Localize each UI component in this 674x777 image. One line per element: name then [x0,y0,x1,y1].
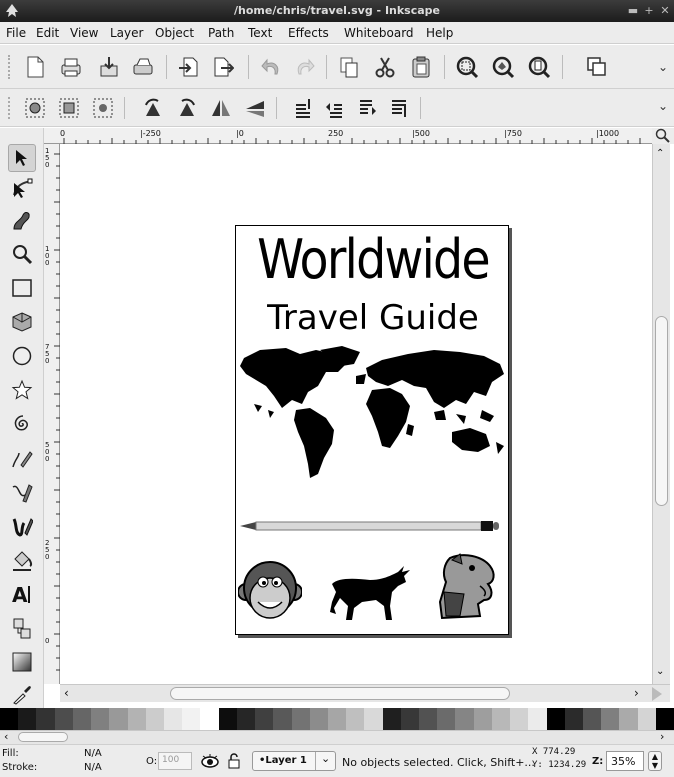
ruler-tick-label: 100 [45,245,50,267]
color-swatch[interactable] [310,708,328,730]
bull-silhouette-graphic[interactable] [328,562,414,622]
color-swatch[interactable] [273,708,291,730]
zoom-value: 35% [611,755,636,768]
clipboard-icon [410,56,432,78]
zoom-selection-icon [455,55,479,79]
pencil-graphic[interactable] [238,518,508,534]
tweak-icon [11,209,33,231]
color-swatch[interactable] [182,708,200,730]
color-swatch[interactable] [638,708,656,730]
import-file-button[interactable] [176,54,202,80]
ruler-tick-label: |500 [412,129,430,138]
menu-text[interactable]: Text [248,26,273,40]
scissors-icon [374,56,396,78]
new-document-icon [25,56,45,78]
eyedropper-icon [11,683,33,705]
invert-selection-icon [92,97,114,119]
color-swatch[interactable] [364,708,382,730]
color-swatch[interactable] [474,708,492,730]
status-bar [0,744,674,777]
toolbar-separator [166,55,167,79]
dropper-tool[interactable] [8,680,36,708]
connector-tool[interactable] [8,614,36,642]
rectangle-tool[interactable] [8,274,36,302]
maximize-button[interactable]: + [644,4,654,17]
flip-vertical-button[interactable] [242,95,268,121]
toolbar-separator [444,55,445,79]
toolbar-separator [326,55,327,79]
scroll-down-chevron-icon[interactable]: ⌄ [656,666,665,677]
lower-to-bottom-button[interactable] [386,95,412,121]
printer-export-icon [132,56,154,78]
import-icon [98,56,120,78]
paste-button[interactable] [408,54,434,80]
toolbar-grip[interactable] [8,97,12,119]
import-button[interactable] [96,54,122,80]
color-swatch[interactable] [346,708,364,730]
ellipse-tool[interactable] [8,342,36,370]
flip-vertical-icon [244,97,266,119]
undo-icon [260,56,282,78]
layer-dropdown[interactable] [252,751,336,771]
lower-button[interactable] [354,95,380,121]
close-button[interactable]: ✕ [660,4,670,17]
paint-bucket-tool[interactable] [8,546,36,574]
rotate-cw-icon [176,97,198,119]
fill-label: Fill: [2,748,19,759]
copy-button[interactable] [336,54,362,80]
rectangle-icon [11,277,33,299]
tool-controls-toolbar [0,89,674,127]
color-swatch[interactable] [36,708,54,730]
palette-scroll-left-chevron-icon[interactable]: ‹ [4,730,9,743]
rotate-cw-button[interactable] [174,95,200,121]
ruler-tick-label: |-250 [140,129,161,138]
minimize-button[interactable]: ▬ [627,4,639,17]
spiral-icon [11,413,33,435]
color-swatch[interactable] [91,708,109,730]
toolbar-separator [248,55,249,79]
camel-head-graphic[interactable] [434,552,500,622]
new-document-button[interactable] [22,54,48,80]
select-all-button[interactable] [22,95,48,121]
menu-whiteboard[interactable]: Whiteboard [344,26,414,40]
zoom-page-button[interactable] [526,54,552,80]
color-swatch[interactable] [164,708,182,730]
document-page[interactable] [235,225,509,635]
export-file-button[interactable] [210,54,236,80]
toolbox [0,128,44,708]
magnifier-icon [11,243,33,265]
raise-icon [324,97,346,119]
color-swatch[interactable] [437,708,455,730]
gradient-tool[interactable] [8,648,36,676]
pen-tool[interactable] [8,478,36,506]
lock-icon[interactable] [226,752,242,770]
ruler-tick-label: 150 [45,147,50,169]
gradient-icon [11,651,33,673]
color-swatch[interactable] [200,708,218,730]
export-button[interactable] [130,54,156,80]
cursor-y-readout: Y: 1234.29 [532,760,587,770]
scroll-left-chevron-icon[interactable]: ‹ [64,686,69,700]
palette-scrollbar[interactable] [0,730,674,744]
print-button[interactable] [58,54,84,80]
duplicate-icon [586,56,608,78]
horizontal-scrollbar[interactable] [60,684,670,702]
raise-to-top-button[interactable] [290,95,316,121]
zoom-selection-button[interactable] [454,54,480,80]
star-icon [11,379,33,401]
circle-icon [11,345,33,367]
color-swatch[interactable] [583,708,601,730]
color-palette [0,708,674,730]
toolbar-separator [420,97,421,119]
document-title-line2[interactable]: Travel Guide [267,298,479,338]
menu-file[interactable]: File [6,26,27,40]
flip-horizontal-icon [210,97,232,119]
node-tool[interactable] [8,174,36,202]
ruler-tick-label: 250 [328,129,344,138]
stroke-value[interactable]: N/A [84,762,102,773]
window-titlebar [0,0,674,22]
paint-bucket-icon [11,549,33,571]
svg-text:A: A [12,583,28,605]
color-swatch[interactable] [401,708,419,730]
zoom-drawing-button[interactable] [490,54,516,80]
ruler-tick-label: |1000 [596,129,620,138]
calligraphy-icon [11,515,33,537]
raise-to-top-icon [292,97,314,119]
selector-tool[interactable] [8,144,36,172]
3d-box-tool[interactable] [8,308,36,336]
color-swatch[interactable] [619,708,637,730]
select-all-layers-button[interactable] [56,95,82,121]
zoom-spinner[interactable]: ▲ ▼ [648,751,662,771]
color-swatch[interactable] [656,708,674,730]
redo-button[interactable] [292,54,318,80]
node-edit-icon [11,177,33,199]
stroke-label: Stroke: [2,762,38,773]
toolbar-overflow-chevron-icon[interactable]: ⌄ [657,60,668,74]
document-title-line1[interactable]: Worldwide [257,228,489,291]
vertical-ruler [44,144,60,684]
vertical-scroll-thumb[interactable] [655,316,668,506]
cut-button[interactable] [372,54,398,80]
select-all-layers-icon [58,97,80,119]
toolbar-separator [276,97,277,119]
text-icon [11,583,33,605]
toolbar-separator [562,55,563,79]
color-swatch[interactable] [455,708,473,730]
color-swatch[interactable] [55,708,73,730]
text-tool[interactable] [8,580,36,608]
commands-toolbar [0,45,674,89]
ruler-tick-label: |0 [236,129,244,138]
pencil-icon [11,447,33,469]
color-swatch[interactable] [255,708,273,730]
select-all-icon [24,97,46,119]
color-swatch[interactable] [528,708,546,730]
color-swatch[interactable] [328,708,346,730]
zoom-page-icon [527,55,551,79]
vertical-scrollbar[interactable] [652,144,670,684]
spiral-tool[interactable] [8,410,36,438]
cursor-x-readout: X 774.29 [532,747,576,757]
color-swatch[interactable] [73,708,91,730]
menu-bar [0,22,674,44]
layer-dropdown-value: •Layer 1 [259,755,307,766]
connector-icon [11,617,33,639]
eye-visibility-icon[interactable] [200,752,220,770]
color-swatch[interactable] [219,708,237,730]
calligraphy-tool[interactable] [8,512,36,540]
ruler-tick-label: 0 [60,129,66,138]
scroll-right-chevron-icon[interactable]: › [634,686,639,700]
color-swatch[interactable] [128,708,146,730]
zoom-drawing-icon [491,55,515,79]
star-tool[interactable] [8,376,36,404]
zoom-corner-button[interactable] [652,128,674,144]
color-swatch[interactable] [292,708,310,730]
export-file-icon [212,56,234,78]
color-swatch[interactable] [492,708,510,730]
ruler-tick-label: |750 [504,129,522,138]
color-swatch[interactable] [18,708,36,730]
raise-button[interactable] [322,95,348,121]
color-swatch[interactable] [565,708,583,730]
menu-effects[interactable]: Effects [288,26,329,40]
scroll-up-chevron-icon[interactable]: ⌃ [656,148,665,159]
toolbar-overflow-chevron-icon[interactable]: ⌄ [657,99,668,113]
horizontal-ruler [44,128,652,144]
canvas-shift-arrow-icon[interactable] [652,687,662,701]
menu-layer[interactable]: Layer [110,26,144,40]
color-swatch[interactable] [510,708,528,730]
copy-icon [338,56,360,78]
menu-view[interactable]: View [70,26,99,40]
opacity-value: 100 [162,755,180,765]
window-title: /home/chris/travel.svg - Inkscape [233,4,441,17]
ruler-tick-label: 500 [45,441,50,463]
duplicate-button[interactable] [584,54,610,80]
arrow-pointer-icon [14,149,30,167]
color-swatch[interactable] [237,708,255,730]
rotate-ccw-icon [142,97,164,119]
color-swatch[interactable] [601,708,619,730]
undo-button[interactable] [258,54,284,80]
zoom-label: Z: [592,756,604,767]
chevron-down-icon: ⌄ [315,752,330,770]
color-swatch[interactable] [146,708,164,730]
menu-help[interactable]: Help [426,26,454,40]
invert-selection-button[interactable] [90,95,116,121]
pen-bezier-icon [11,481,33,503]
flip-horizontal-button[interactable] [208,95,234,121]
toolbar-separator [124,97,125,119]
palette-scroll-thumb[interactable] [18,732,68,742]
world-map-graphic[interactable] [238,346,508,496]
ruler-tick-label: 250 [45,539,50,561]
zoom-tool[interactable] [8,240,36,268]
opacity-input[interactable] [158,752,192,770]
printer-icon [60,57,82,77]
lower-icon [356,97,378,119]
horizontal-scroll-thumb[interactable] [170,687,510,700]
color-swatch[interactable] [109,708,127,730]
color-swatch[interactable] [383,708,401,730]
zoom-input[interactable] [606,751,644,771]
ruler-tick-label: 0 [45,637,50,645]
zoom-corner-icon [655,128,671,144]
3d-box-icon [11,311,33,333]
opacity-label: O: [146,756,158,767]
menu-path[interactable]: Path [208,26,235,40]
ruler-tick-label: 750 [45,343,50,365]
menu-edit[interactable]: Edit [36,26,60,40]
rotate-ccw-button[interactable] [140,95,166,121]
drawing-canvas[interactable] [61,145,652,683]
fill-value[interactable]: N/A [84,748,102,759]
tweak-tool[interactable] [8,206,36,234]
palette-scroll-right-chevron-icon[interactable]: › [660,730,665,743]
color-swatch[interactable] [419,708,437,730]
color-swatch[interactable] [547,708,565,730]
import-file-icon [178,56,200,78]
lower-to-bottom-icon [388,97,410,119]
color-swatch[interactable] [0,708,18,730]
monkey-face-graphic[interactable] [238,558,302,624]
pencil-tool[interactable] [8,444,36,472]
menu-object[interactable]: Object [155,26,195,40]
redo-icon [294,56,316,78]
status-message: No objects selected. Click, Shift+... [342,756,535,769]
toolbar-grip[interactable] [8,55,12,79]
